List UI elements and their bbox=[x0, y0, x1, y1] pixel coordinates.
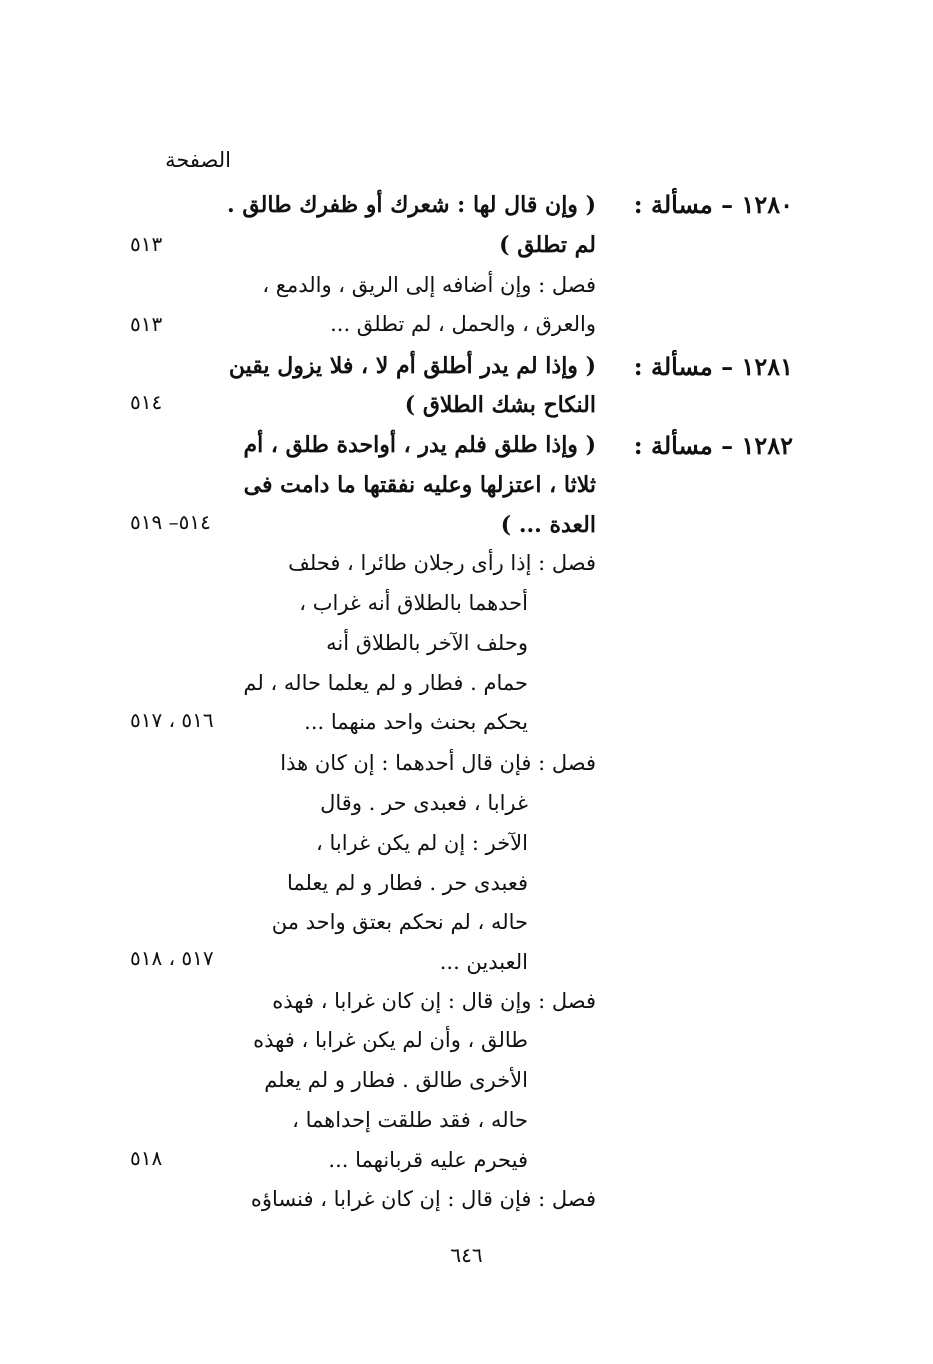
fasl-line: الأخرى طالق . فطار و لم يعلم bbox=[264, 1068, 528, 1092]
page-reference: ٥١٨ bbox=[130, 1146, 163, 1170]
entry-title-line: ( وإذا طلق فلم يدر ، أواحدة طلق ، أم bbox=[243, 432, 596, 458]
fasl-line: طالق ، وأن لم يكن غرابا ، فهذه bbox=[253, 1028, 528, 1052]
fasl-line: أحدهما بالطلاق أنه غراب ، bbox=[299, 591, 528, 615]
entry-title-line: النكاح بشك الطلاق ) bbox=[404, 392, 596, 418]
page-reference: ٥١٤ bbox=[130, 390, 163, 414]
entry-heading-1281: ١٢٨١ – مسألة : bbox=[633, 352, 793, 381]
page-reference: ٥١٣ bbox=[130, 232, 163, 256]
page-column-header: الصفحة bbox=[165, 148, 231, 172]
page-reference: ٥١٤– ٥١٩ bbox=[130, 510, 211, 534]
fasl-line: فصل : فإن قال أحدهما : إن كان هذا bbox=[280, 751, 596, 775]
fasl-line: والعرق ، والحمل ، لم تطلق ... bbox=[330, 312, 596, 336]
fasl-line: فصل : فإن قال : إن كان غرابا ، فنساؤه bbox=[250, 1187, 596, 1211]
fasl-line: حمام . فطار و لم يعلما حاله ، لم bbox=[243, 671, 528, 695]
page-number: ٦٤٦ bbox=[450, 1243, 483, 1267]
entry-title-line: العدة ... ) bbox=[500, 512, 596, 538]
entry-heading-1280: ١٢٨٠ – مسألة : bbox=[633, 190, 793, 219]
entry-title-line: ( وإذا لم يدر أطلق أم لا ، فلا يزول يقين bbox=[228, 353, 596, 379]
fasl-line: الآخر : إن لم يكن غرابا ، bbox=[316, 831, 528, 855]
fasl-line: فصل : وإن أضافه إلى الريق ، والدمع ، bbox=[262, 273, 596, 297]
fasl-line: فصل : إذا رأى رجلان طائرا ، فحلف bbox=[288, 551, 596, 575]
page-reference: ٥١٧ ، ٥١٨ bbox=[130, 946, 214, 970]
entry-heading-1282: ١٢٨٢ – مسألة : bbox=[633, 431, 793, 460]
fasl-line: فصل : وإن قال : إن كان غرابا ، فهذه bbox=[272, 989, 596, 1013]
fasl-line: فعبدى حر . فطار و لم يعلما bbox=[286, 871, 528, 895]
fasl-line: العبدين ... bbox=[439, 950, 528, 974]
fasl-line: فيحرم عليه قربانهما ... bbox=[328, 1148, 528, 1172]
entry-title-line: ( وإن قال لها : شعرك أو ظفرك طالق . bbox=[227, 192, 596, 218]
entry-title-line: ثلاثا ، اعتزلها وعليه نفقتها ما دامت فى bbox=[243, 472, 596, 498]
fasl-line: حاله ، فقد طلقت إحداهما ، bbox=[292, 1108, 528, 1132]
fasl-line: وحلف الآخر بالطلاق أنه bbox=[326, 631, 528, 655]
fasl-line: حاله ، لم نحكم بعتق واحد من bbox=[271, 910, 528, 934]
page-reference: ٥١٦ ، ٥١٧ bbox=[130, 708, 214, 732]
fasl-line: يحكم بحنث واحد منهما ... bbox=[304, 710, 528, 734]
entry-title-line: لم تطلق ) bbox=[499, 232, 596, 258]
fasl-line: غرابا ، فعبدى حر . وقال bbox=[320, 791, 528, 815]
page-reference: ٥١٣ bbox=[130, 312, 163, 336]
